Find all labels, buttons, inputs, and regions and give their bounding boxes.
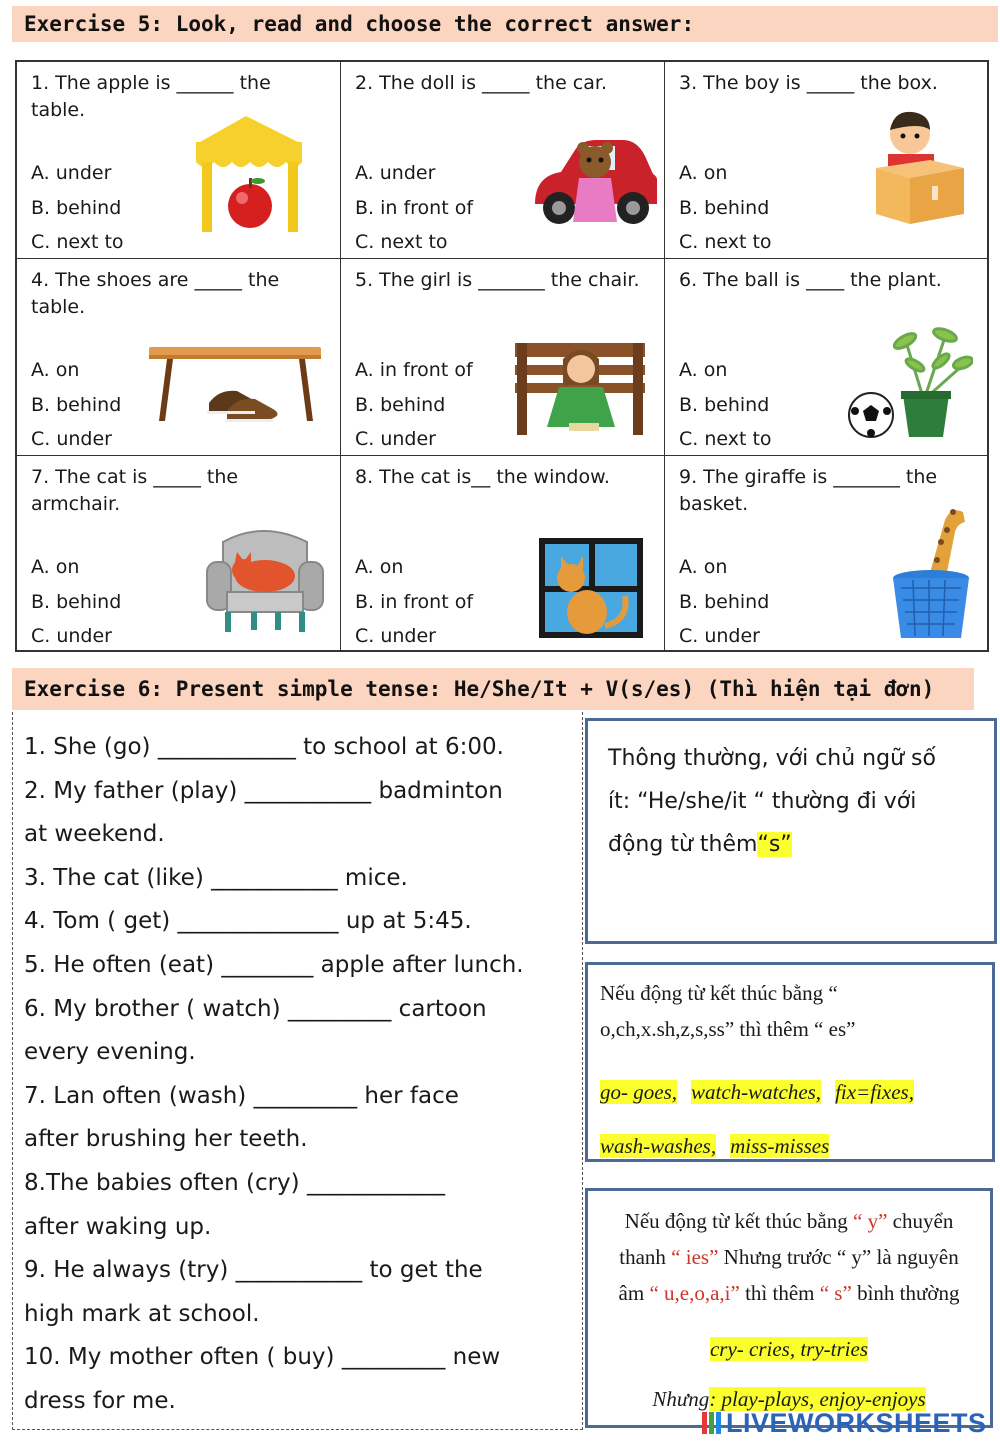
option-a[interactable]: A. under bbox=[31, 162, 112, 184]
rule-box-general bbox=[585, 718, 997, 944]
rule3-text: âm bbox=[618, 1281, 645, 1305]
option-b[interactable]: B. behind bbox=[31, 393, 122, 416]
options-list bbox=[31, 156, 124, 259]
rule3-text: thanh bbox=[619, 1245, 666, 1269]
rule3-examples bbox=[602, 1329, 976, 1369]
question-cell-7 bbox=[17, 456, 341, 650]
option-c[interactable]: C. next to bbox=[31, 231, 124, 253]
rule3-red-ies: “ ies” bbox=[671, 1245, 719, 1269]
liveworksheets-logo bbox=[700, 1407, 987, 1439]
option-a[interactable]: A. on bbox=[679, 359, 728, 381]
option-c[interactable]: C. next to bbox=[679, 428, 772, 450]
example-cry-try: cry- cries, try-tries bbox=[709, 1337, 869, 1361]
sentence-line-6[interactable]: 6. My brother ( watch) _________ cartoon bbox=[24, 995, 487, 1022]
apple-under-table-icon bbox=[182, 114, 317, 239]
rule1-line2: ít: “He/she/it “ thường đi với bbox=[608, 789, 917, 814]
option-a[interactable]: A. in front of bbox=[355, 359, 473, 381]
option-c[interactable]: C. under bbox=[355, 625, 436, 647]
option-c[interactable]: C. under bbox=[355, 428, 436, 450]
question-text: 3. The boy is _____ the box. bbox=[679, 72, 938, 94]
example-fix: fix=fixes, bbox=[835, 1080, 914, 1104]
question-cell-8 bbox=[341, 456, 665, 650]
example-go: go- goes, bbox=[600, 1080, 677, 1104]
question-cell-5 bbox=[341, 259, 665, 456]
rule3-line3 bbox=[602, 1275, 976, 1311]
sentence-line-5[interactable]: 5. He often (eat) ________ apple after lunch. bbox=[24, 951, 524, 978]
sentence-line-1[interactable]: 1. She (go) ____________ to school at 6:00. bbox=[24, 734, 504, 760]
option-b[interactable]: B. behind bbox=[679, 590, 770, 613]
option-b[interactable]: B. in front of bbox=[355, 590, 474, 613]
sentence-line-7-cont: after brushing her teeth. bbox=[24, 1126, 308, 1153]
boy-box-icon bbox=[870, 106, 970, 231]
question-text: 8. The cat is__ the window. bbox=[355, 466, 610, 488]
question-cell-9 bbox=[665, 456, 987, 650]
question-text: 6. The ball is ____ the plant. bbox=[679, 269, 942, 291]
option-b[interactable]: B. in front of bbox=[355, 196, 474, 219]
rule3-red-y: “ y” bbox=[853, 1209, 888, 1233]
liveworksheets-logo-icon bbox=[700, 1410, 722, 1436]
rule1-line1: Thông thường, với chủ ngữ số bbox=[608, 746, 936, 771]
sentence-line-9-cont: high mark at school. bbox=[24, 1300, 260, 1327]
rule1-highlight-s: “s” bbox=[757, 832, 792, 857]
example-watch: watch-watches, bbox=[691, 1080, 822, 1104]
option-b[interactable]: B. behind bbox=[355, 393, 446, 416]
rule2-line1: Nếu động từ kết thúc bằng “ bbox=[600, 981, 838, 1005]
question-cell-2 bbox=[341, 62, 665, 259]
rule3-text: Nếu động từ kết thúc bằng bbox=[624, 1209, 848, 1233]
options-list bbox=[31, 550, 121, 650]
sentence-line-2[interactable]: 2. My father (play) ___________ badminton bbox=[24, 777, 503, 804]
rule1-line3-text: động từ thêm bbox=[608, 832, 758, 857]
rule3-text: thì thêm bbox=[745, 1281, 815, 1305]
rule3-text: chuyển bbox=[892, 1209, 954, 1233]
options-list bbox=[679, 156, 772, 259]
sentence-line-8[interactable]: 8.The babies often (cry) ____________ bbox=[24, 1169, 445, 1196]
question-cell-1 bbox=[17, 62, 341, 259]
options-list bbox=[679, 353, 772, 456]
option-a[interactable]: A. on bbox=[355, 556, 404, 578]
exercise5-grid bbox=[15, 60, 989, 652]
option-a[interactable]: A. on bbox=[31, 556, 80, 578]
option-a[interactable]: A. on bbox=[31, 359, 80, 381]
option-c[interactable]: C. under bbox=[31, 428, 112, 450]
girl-chair-icon bbox=[513, 335, 653, 439]
sentence-line-2-cont: at weekend. bbox=[24, 821, 165, 848]
rule-box-es bbox=[585, 962, 995, 1162]
rule3-text: Nhưng trước “ y” là nguyên bbox=[723, 1245, 959, 1269]
option-c[interactable]: C. next to bbox=[679, 231, 772, 253]
rule2-examples bbox=[600, 1065, 980, 1173]
ball-plant-icon bbox=[845, 325, 973, 441]
question-text: 9. The giraffe is _______ the basket. bbox=[679, 466, 938, 515]
logo-text: LIVEWORKSHEETS bbox=[726, 1407, 987, 1438]
options-list bbox=[679, 550, 769, 650]
options-list bbox=[355, 353, 473, 456]
option-b[interactable]: B. behind bbox=[679, 196, 770, 219]
option-a[interactable]: A. on bbox=[679, 162, 728, 184]
example-play-enjoy: : play-plays, enjoy-enjoys bbox=[709, 1387, 926, 1411]
sentence-line-3[interactable]: 3. The cat (like) ___________ mice. bbox=[24, 864, 408, 891]
question-text: 1. The apple is ______ the table. bbox=[31, 72, 271, 121]
cat-window-icon bbox=[537, 536, 645, 640]
sentence-line-7[interactable]: 7. Lan often (wash) _________ her face bbox=[24, 1082, 459, 1109]
option-b[interactable]: B. behind bbox=[31, 590, 122, 613]
option-b[interactable]: B. behind bbox=[679, 393, 770, 416]
giraffe-basket-icon bbox=[883, 496, 975, 642]
option-c[interactable]: C. under bbox=[31, 625, 112, 647]
question-text: 5. The girl is _______ the chair. bbox=[355, 269, 640, 291]
doll-car-icon bbox=[529, 124, 657, 234]
question-cell-4 bbox=[17, 259, 341, 456]
rule1-line3 bbox=[608, 823, 974, 866]
exercise5-title: Exercise 5: Look, read and choose the correct answer: bbox=[12, 6, 998, 42]
sentence-line-6-cont: every evening. bbox=[24, 1039, 196, 1066]
rule3-line1 bbox=[602, 1203, 976, 1239]
question-text: 7. The cat is _____ the armchair. bbox=[31, 466, 239, 515]
question-text: 4. The shoes are _____ the table. bbox=[31, 269, 280, 318]
options-list bbox=[355, 550, 473, 650]
example-miss: miss-misses bbox=[730, 1134, 830, 1158]
question-cell-6 bbox=[665, 259, 987, 456]
rule2-line2: o,ch,x.sh,z,s,ss” thì thêm “ es” bbox=[600, 1017, 856, 1041]
option-c[interactable]: C. under bbox=[679, 625, 760, 647]
sentence-line-9[interactable]: 9. He always (try) ___________ to get the bbox=[24, 1257, 483, 1284]
option-b[interactable]: B. behind bbox=[31, 196, 122, 219]
rule-box-ies bbox=[585, 1188, 993, 1428]
question-cell-3 bbox=[665, 62, 987, 259]
rule3-text: bình thường bbox=[857, 1281, 960, 1305]
example-wash: wash-washes, bbox=[600, 1134, 717, 1158]
sentence-line-8-cont: after waking up. bbox=[24, 1213, 212, 1240]
option-a[interactable]: A. under bbox=[355, 162, 436, 184]
shoes-table-icon bbox=[147, 345, 325, 425]
cat-armchair-icon bbox=[203, 522, 327, 634]
rule3-line2 bbox=[602, 1239, 976, 1275]
exercise6-lines bbox=[24, 726, 524, 1424]
options-list bbox=[355, 156, 473, 259]
rule3-red-vowels: “ u,e,o,a,i” bbox=[649, 1281, 740, 1305]
question-text: 2. The doll is _____ the car. bbox=[355, 72, 608, 94]
option-c[interactable]: C. next to bbox=[355, 231, 448, 253]
but-label: Nhưng bbox=[652, 1387, 710, 1411]
sentence-line-4[interactable]: 4. Tom ( get) ______________ up at 5:45. bbox=[24, 908, 472, 935]
options-list bbox=[31, 353, 121, 456]
option-a[interactable]: A. on bbox=[679, 556, 728, 578]
exercise6-title: Exercise 6: Present simple tense: He/She/It + V(s/es) (Thì hiện tại đơn) bbox=[12, 668, 974, 710]
sentence-line-10[interactable]: 10. My mother often ( buy) _________ new bbox=[24, 1344, 501, 1371]
rule3-red-s: “ s” bbox=[819, 1281, 852, 1305]
sentence-line-10-cont: dress for me. bbox=[24, 1387, 176, 1414]
